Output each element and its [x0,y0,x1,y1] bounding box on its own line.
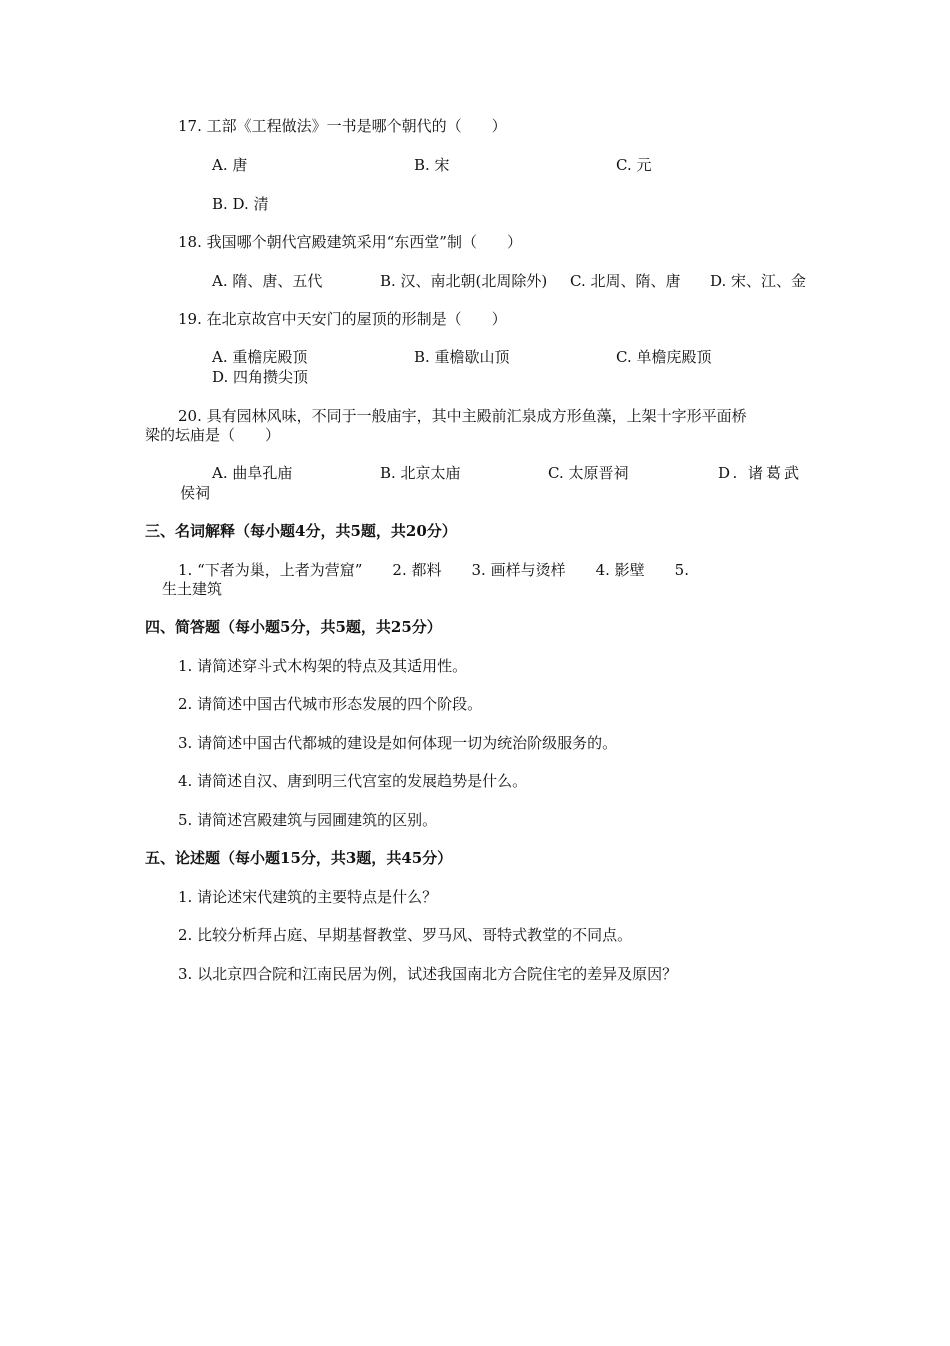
q19-stem: 19. 在北京故宫中天安门的屋顶的形制是（ ） [178,310,507,328]
q19-option-c: C. 单檐庑殿顶 [616,348,712,366]
q20-option-d-cont: 侯祠 [180,484,211,502]
q17-option-b: B. 宋 [414,156,450,174]
section-4-item-5: 5. 请简述宫殿建筑与园圃建筑的区别。 [178,811,438,829]
q18-stem: 18. 我国哪个朝代宫殿建筑采用“东西堂”制（ ） [178,233,522,251]
q20-option-a: A. 曲阜孔庙 [212,464,293,482]
q18-option-a: A. 隋、唐、五代 [212,272,323,290]
q20-option-c: C. 太原晋祠 [548,464,629,482]
q20-stem-line1: 20. 具有园林风味，不同于一般庙宇，其中主殿前汇泉成方形鱼藻，上架十字形平面桥 [178,407,747,425]
q18-option-b: B. 汉、南北朝(北周除外) [380,272,548,290]
q19-option-d: D. 四角攒尖顶 [212,368,309,386]
section-4-item-3: 3. 请简述中国古代都城的建设是如何体现一切为统治阶级服务的。 [178,734,618,752]
section-5-heading: 五、论述题（每小题15分，共3题，共45分） [145,849,453,867]
q18-option-c: C. 北周、隋、唐 [570,272,681,290]
section-4-item-2: 2. 请简述中国古代城市形态发展的四个阶段。 [178,695,483,713]
q19-option-b: B. 重檐歇山顶 [414,348,510,366]
q17-option-c: C. 元 [616,156,652,174]
section-3-terms-line1: 1. “下者为巢，上者为营窟” 2. 都料 3. 画样与烫样 4. 影壁 5. [178,561,689,579]
section-3-terms-line2: 生土建筑 [162,580,223,598]
q17-option-d: B. D. 清 [212,195,269,213]
q19-option-a: A. 重檐庑殿顶 [212,348,308,366]
section-4-item-4: 4. 请简述自汉、唐到明三代宫室的发展趋势是什么。 [178,772,528,790]
q18-option-d: D. 宋、江、金 [710,272,807,290]
q20-stem-line2: 梁的坛庙是（ ） [145,426,281,444]
q17-stem: 17. 工部《工程做法》一书是哪个朝代的（ ） [178,117,507,135]
section-4-heading: 四、简答题（每小题5分，共5题，共25分） [145,618,442,636]
section-4-item-1: 1. 请简述穿斗式木构架的特点及其适用性。 [178,657,468,675]
section-5-item-1: 1. 请论述宋代建筑的主要特点是什么？ [178,888,438,906]
q17-option-a: A. 唐 [212,156,248,174]
q20-option-d: D. 诸葛武 [718,464,803,482]
section-3-heading: 三、名词解释（每小题4分，共5题，共20分） [145,522,457,540]
q20-option-b: B. 北京太庙 [380,464,461,482]
section-5-item-2: 2. 比较分析拜占庭、早期基督教堂、罗马风、哥特式教堂的不同点。 [178,926,633,944]
section-5-item-3: 3. 以北京四合院和江南民居为例，试述我国南北方合院住宅的差异及原因？ [178,965,678,983]
